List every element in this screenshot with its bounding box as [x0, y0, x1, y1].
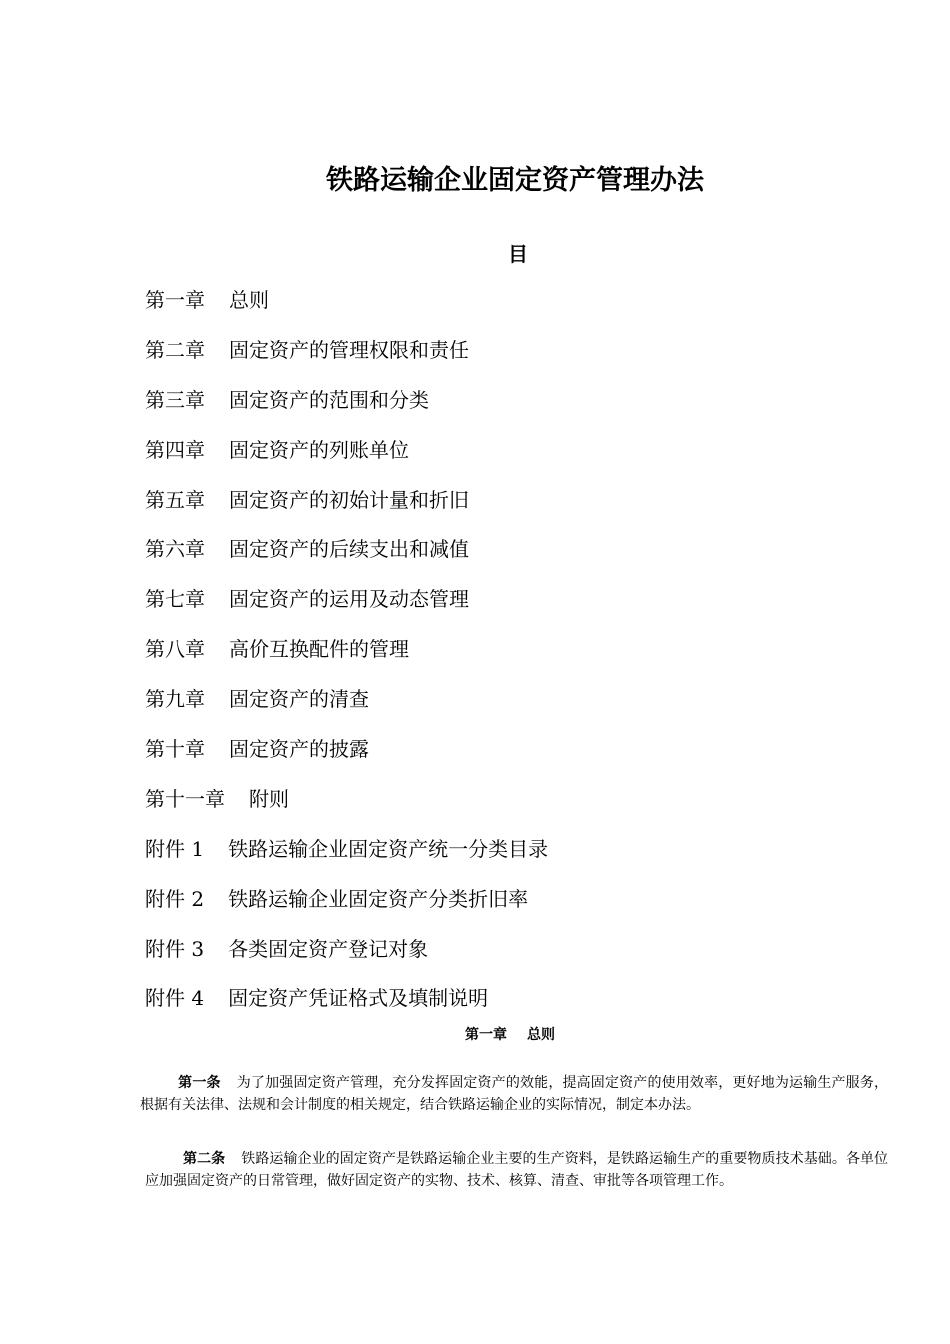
- toc-item: [145, 633, 548, 683]
- toc-item: [145, 533, 548, 583]
- article-paragraph: [140, 1072, 888, 1116]
- toc-item-label: 固定资产凭证格式及填制说明: [228, 986, 489, 1011]
- toc-item-number: 第一章: [145, 288, 205, 312]
- article-text: 铁路运输企业的固定资产是铁路运输企业主要的生产资料，是铁路运输生产的重要物质技术基础。各单位应加强固定资产的日常管理，做好固定资产的实物、技术、核算、清查、审批等各项管理工作。: [145, 1151, 889, 1189]
- toc-item-number: 第十章: [145, 737, 205, 762]
- toc-item: [145, 484, 548, 534]
- chapter-heading-label: 总则: [527, 1027, 555, 1043]
- toc-item-number: 第八章: [145, 637, 205, 662]
- table-of-contents: [145, 284, 548, 1032]
- toc-item-label: 附则: [249, 786, 289, 811]
- toc-item-label: 总则: [229, 288, 269, 312]
- toc-item-number: 第十一章: [145, 786, 225, 811]
- toc-item: [145, 583, 548, 633]
- toc-item: [145, 833, 548, 883]
- toc-item: [145, 334, 548, 384]
- toc-item: [145, 783, 548, 833]
- toc-item-number: 第九章: [145, 687, 205, 712]
- document-title: 铁路运输企业固定资产管理办法: [326, 165, 704, 196]
- toc-item-number: 附件 4: [145, 986, 205, 1011]
- toc-heading: 目: [508, 242, 528, 266]
- article-text: 为了加强固定资产管理，充分发挥固定资产的效能，提高固定资产的使用效率，更好地为运输生产服务，根据有关法律、法规和会计制度的相关规定，结合铁路运输企业的实际情况，制定本办法。: [140, 1075, 888, 1113]
- toc-item-label: 固定资产的范围和分类: [229, 387, 429, 412]
- chapter-heading: [0, 1024, 950, 1044]
- toc-item-label: 各类固定资产登记对象: [228, 936, 429, 961]
- toc-item-number: 附件 3: [145, 936, 205, 961]
- toc-item-label: 高价互换配件的管理: [229, 637, 409, 662]
- toc-item-number: 附件 1: [145, 836, 205, 861]
- toc-item-label: 铁路运输企业固定资产统一分类目录: [228, 836, 549, 861]
- toc-item-number: 第二章: [145, 337, 205, 362]
- toc-item: [145, 733, 548, 783]
- toc-item-label: 固定资产的运用及动态管理: [229, 587, 469, 612]
- toc-item-number: 第七章: [145, 587, 205, 612]
- toc-item: [145, 434, 548, 484]
- toc-item: [145, 883, 548, 933]
- toc-item-label: 铁路运输企业固定资产分类折旧率: [228, 886, 529, 911]
- toc-item-number: 第四章: [145, 437, 205, 462]
- toc-item-label: 固定资产的管理权限和责任: [229, 337, 469, 362]
- article-lead: 第一条: [178, 1075, 221, 1091]
- toc-item-number: 附件 2: [145, 886, 205, 911]
- toc-item-number: 第五章: [145, 487, 205, 512]
- toc-item: [145, 683, 548, 733]
- toc-item-number: 第六章: [145, 537, 205, 562]
- toc-item-label: 固定资产的初始计量和折旧: [229, 487, 469, 512]
- chapter-heading-number: 第一章: [465, 1027, 507, 1043]
- toc-item-label: 固定资产的清查: [229, 687, 369, 712]
- toc-item-label: 固定资产的列账单位: [229, 437, 409, 462]
- toc-item-number: 第三章: [145, 387, 205, 412]
- article-lead: 第二条: [183, 1151, 226, 1167]
- toc-item: [145, 384, 548, 434]
- toc-item: [145, 933, 548, 983]
- toc-item-label: 固定资产的披露: [229, 737, 369, 762]
- toc-item: [145, 284, 548, 334]
- article-paragraph: [145, 1148, 888, 1192]
- toc-item-label: 固定资产的后续支出和减值: [229, 537, 469, 562]
